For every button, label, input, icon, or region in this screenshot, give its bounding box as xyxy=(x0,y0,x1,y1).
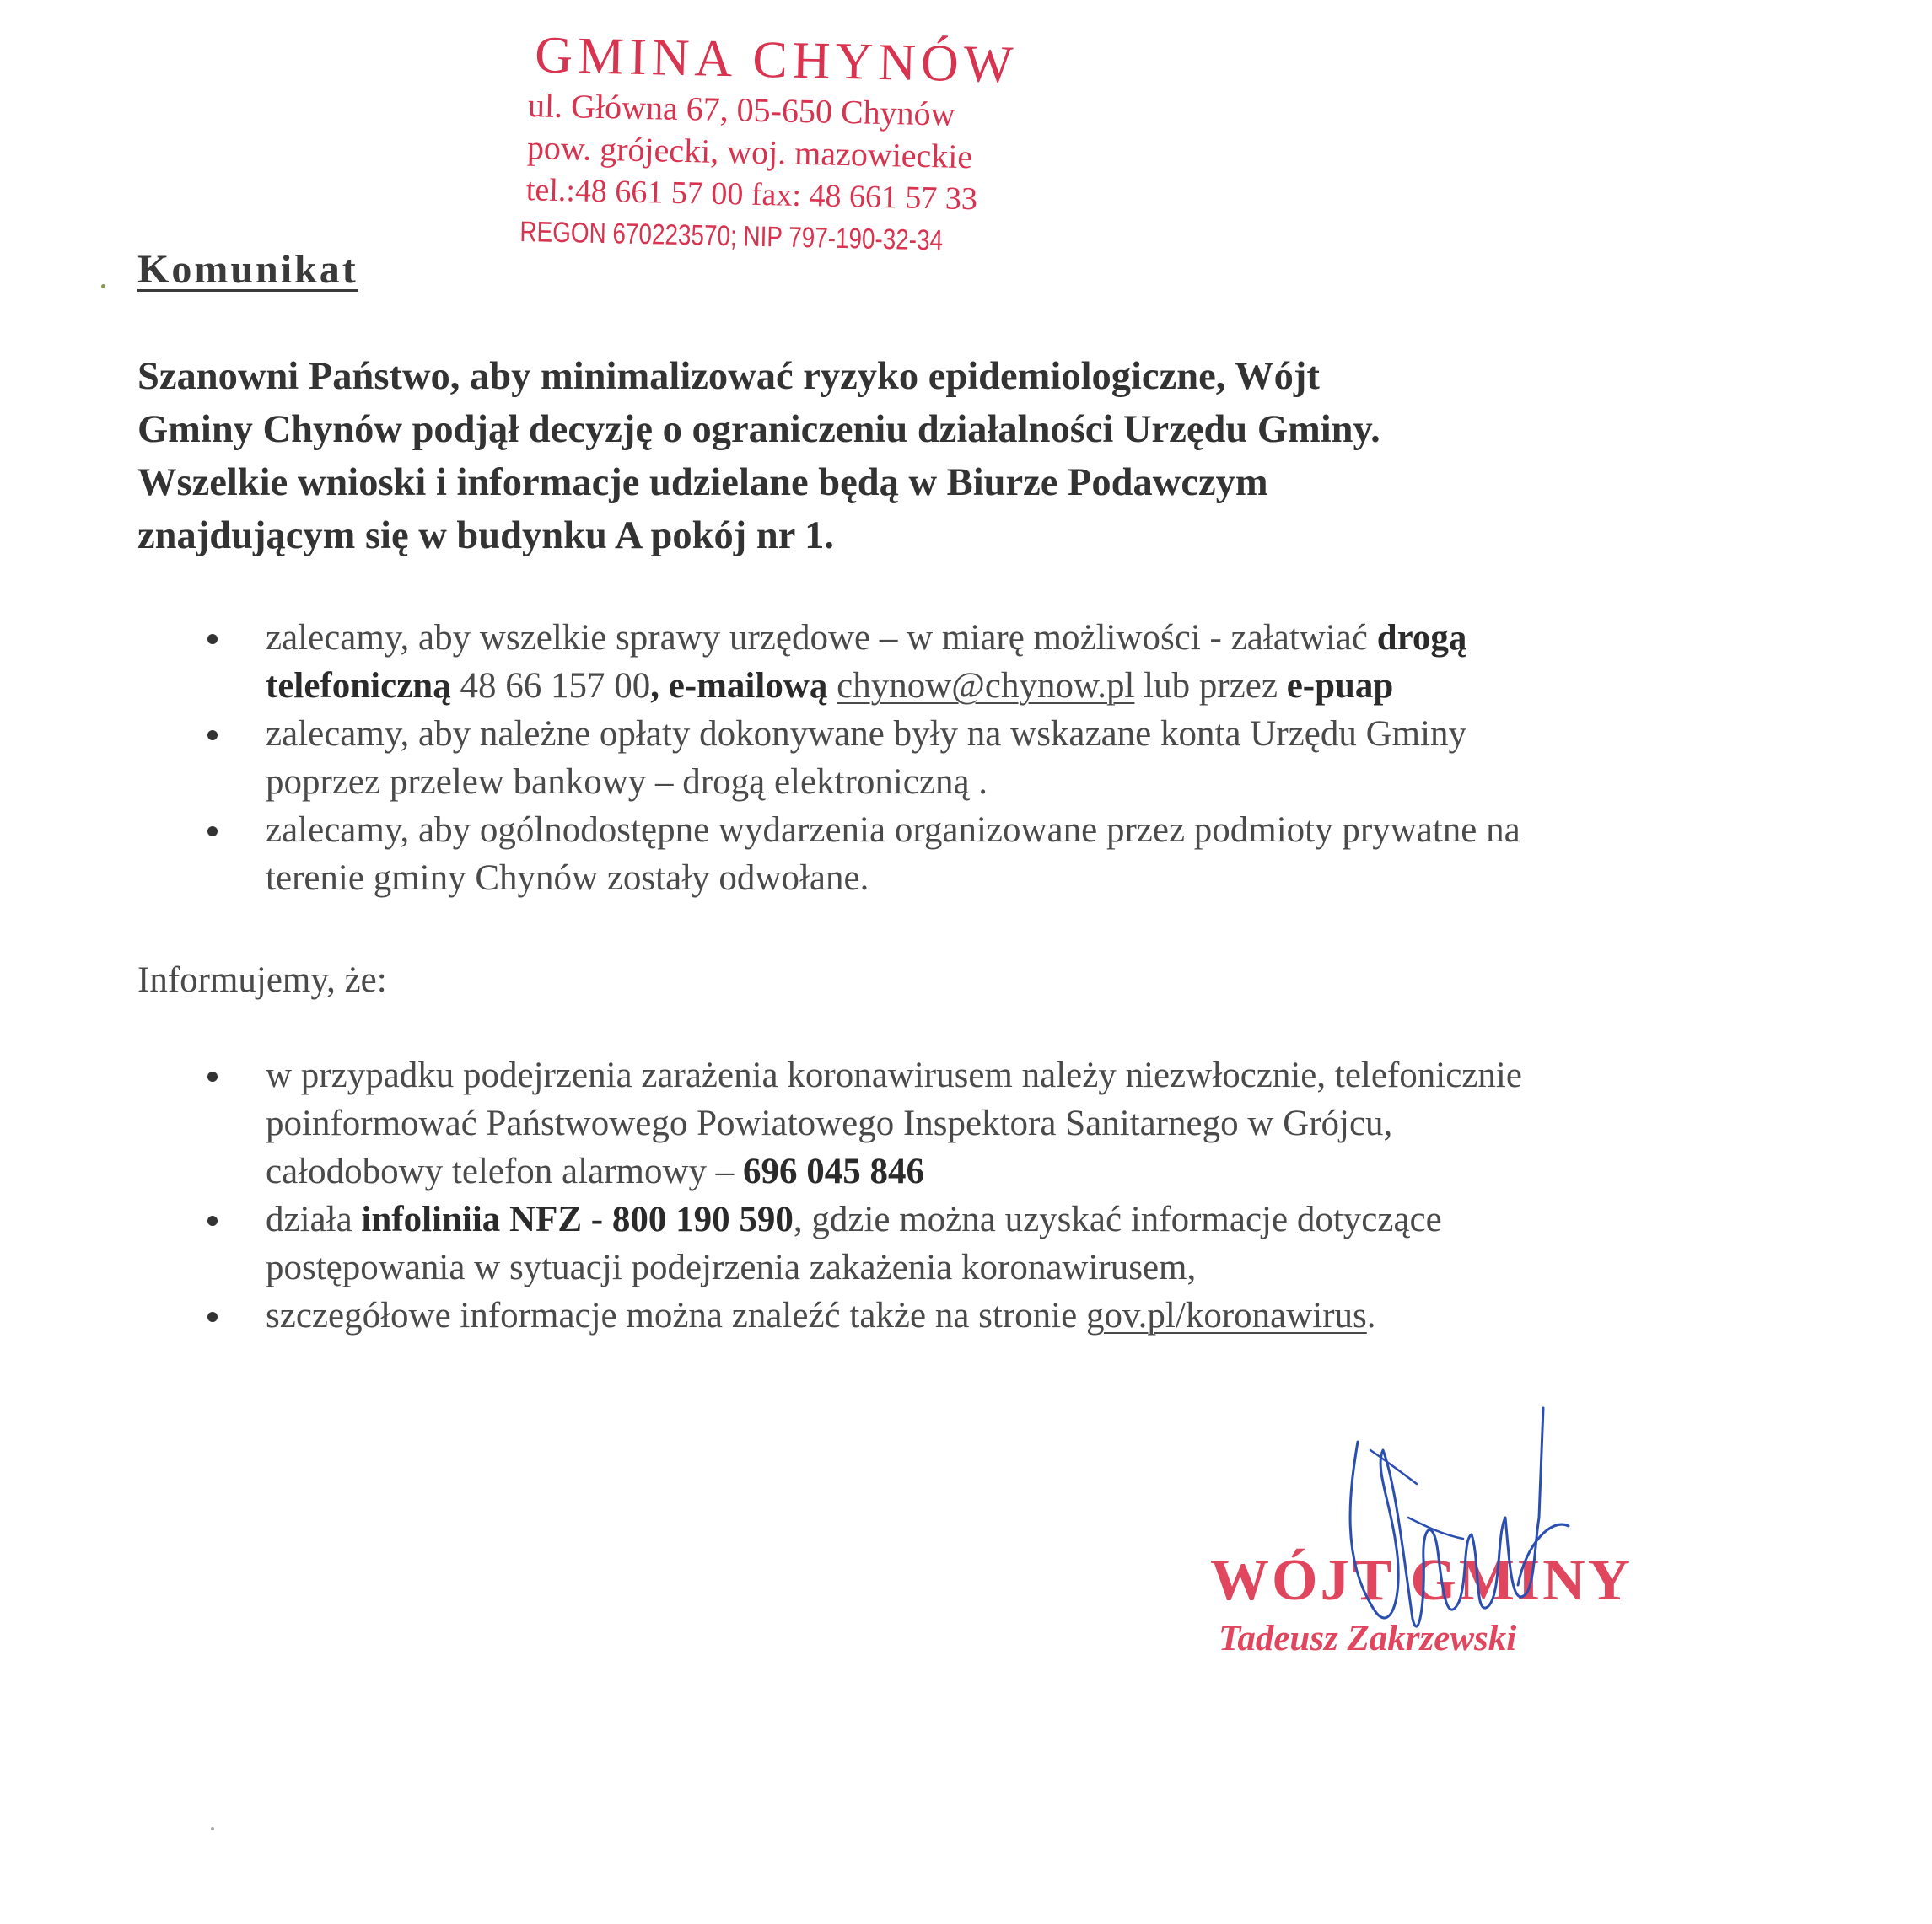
intro-line: Gminy Chynów podjął decyzję o ograniczeniu działalności Urzędu Gminy. xyxy=(137,408,1380,451)
stamp-address: ul. Główna 67, 05-650 Chynów xyxy=(527,86,956,133)
list-item: zalecamy, aby wszelkie sprawy urzędowe – w miarę możliwości - załatwiać drogą telefoniczną 48 66 157 00, e-mailową chynow@chynow.pl lub przez e-puap xyxy=(137,614,1782,710)
gov-website-link[interactable]: gov.pl/koronawirus xyxy=(1085,1296,1367,1336)
bullet xyxy=(207,1072,218,1082)
document-heading: Komunikat xyxy=(137,247,358,292)
alarm-phone: 696 045 846 xyxy=(743,1152,924,1191)
stamp-title: GMINA CHYNÓW xyxy=(534,26,1020,94)
intro-line: Szanowni Państwo, aby minimalizować ryzyko epidemiologiczne, Wójt xyxy=(137,355,1320,398)
bullet xyxy=(207,1216,218,1226)
email-link[interactable]: chynow@chynow.pl xyxy=(837,666,1135,706)
handwritten-signature xyxy=(1324,1391,1577,1678)
municipality-stamp xyxy=(518,25,1071,265)
scan-speck xyxy=(101,284,105,288)
list-item: szczegółowe informacje można znaleźć także na stronie gov.pl/koronawirus. xyxy=(137,1292,1782,1340)
mayor-name: Tadeusz Zakrzewski xyxy=(1219,1619,1517,1658)
bullet xyxy=(207,1312,218,1322)
stamp-regon-nip: REGON 670223570; NIP 797-190-32-34 xyxy=(519,215,944,257)
intro-line: Wszelkie wnioski i informacje udzielane będą w Biurze Podawczym xyxy=(137,461,1268,504)
list-item: zalecamy, aby należne opłaty dokonywane były na wskazane konta Urzędu Gminy poprzez przelew bankowy – drogą elektroniczną . xyxy=(137,710,1782,806)
stamp-phone-fax: tel.:48 661 57 00 fax: 48 661 57 33 xyxy=(525,172,978,218)
list-item: zalecamy, aby ogólnodostępne wydarzenia organizowane przez podmioty prywatne na terenie gminy Chynów zostały odwołane. xyxy=(137,806,1782,902)
list-item: w przypadku podejrzenia zarażenia koronawirusem należy niezwłocznie, telefonicznie poinformować Państwowego Powiatowego Inspektora Sanitarnego w Grójcu, całodobowy telefon alarmowy – 696 045 846 xyxy=(137,1051,1782,1196)
recommendations-list xyxy=(137,614,1782,902)
intro-paragraph xyxy=(137,350,1706,562)
scan-speck xyxy=(211,1827,214,1830)
list-item: działa infoliniia NFZ - 800 190 590, gdzie można uzyskać informacje dotyczące postępowania w sytuacji podejrzenia zakażenia koronawirusem, xyxy=(137,1196,1782,1292)
bullet xyxy=(207,730,218,740)
bullet xyxy=(207,634,218,644)
intro-line: znajdującym się w budynku A pokój nr 1. xyxy=(137,514,835,557)
information-list xyxy=(137,1051,1782,1340)
nfz-hotline: infoliniia NFZ - 800 190 590 xyxy=(361,1200,794,1239)
stamp-district: pow. grójecki, woj. mazowieckie xyxy=(526,128,973,176)
info-intro: Informujemy, że: xyxy=(137,960,387,1000)
mayor-role: WÓJT GMINY xyxy=(1210,1548,1633,1613)
bullet xyxy=(207,826,218,836)
